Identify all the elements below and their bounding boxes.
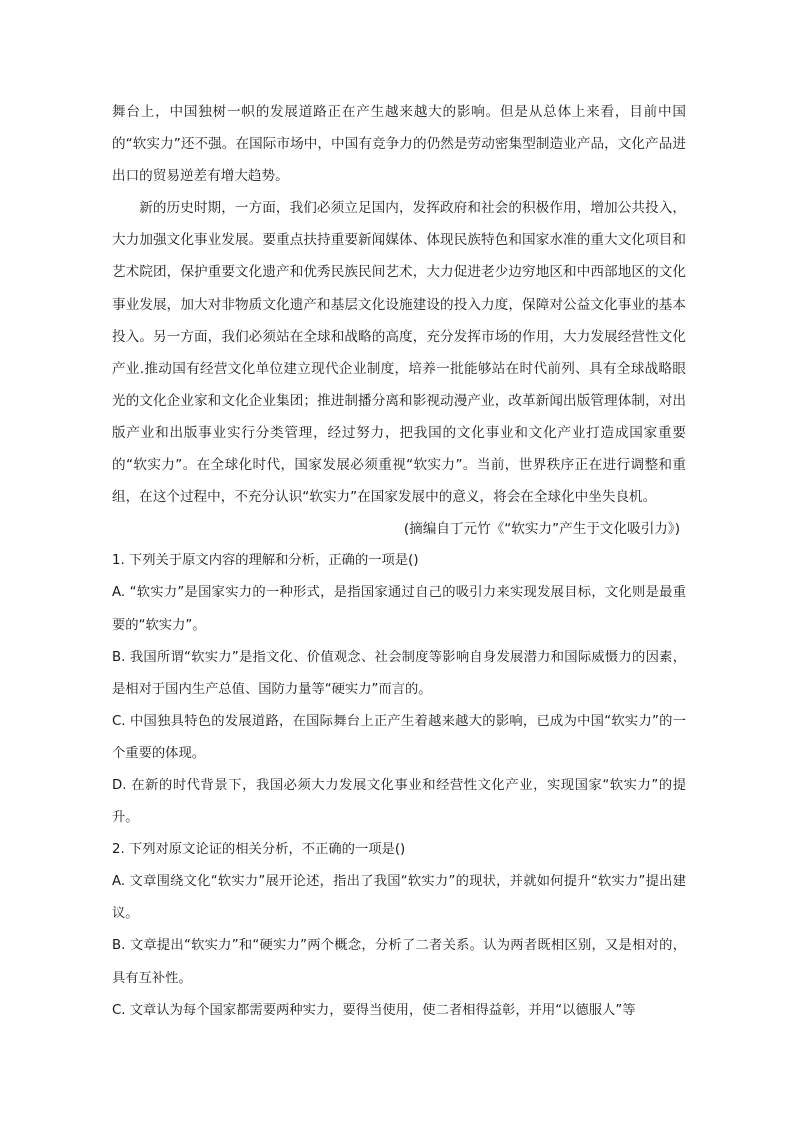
question-1-option-a: A. “软实力”是国家实力的一种形式，是指国家通过自己的吸引力来实现发展目标，文化则是最重要的“软实力”。 [112,585,686,633]
passage-paragraph-2: 新的历史时期，一方面，我们必须立足国内，发挥政府和社会的积极作用，增加公共投入，大力加强文化事业发展。要重点扶持重要新闻媒体、体现民族特色和国家水准的重大文化项目和艺术院团，保护重要文化遗产和优秀民族民间艺术，大力促进老少边穷地区和中西部地区的文化事业发展，加大对非物质文化遗产和基层文化设施建设的投入力度，保障对公益文化事业的基本投入。另一方面，我们必须站在全球和战略的高度，充分发挥市场的作用，大力发展经营性文化产业.推动国有经营文化单位建立现代企业制度，培养一批能够站在时代前列、具有全球战略眼光的文化企业家和文化企业集团；推进制播分离和影视动漫产业，改革新闻出版管理体制，对出版产业和出版事业实行分类管理，经过努力，把我国的文化事业和文化产业打造成国家重要的“软实力”。在全球化时代，国家发展必须重视“软实力”。当前，世界秩序正在进行调整和重组，在这个过程中，不充分认识“软实力”在国家发展中的意义，将会在全球化中坐失良机。 [112,200,686,506]
document-page [112,96,686,1027]
question-2-option-b: B. 文章提出“软实力”和“硬实力”两个概念，分析了二者关系。认为两者既相区别，又是相对的，具有互补性。 [112,938,686,986]
passage-paragraph-1: 舞台上，中国独树一帜的发展道路正在产生越来越大的影响。但是从总体上来看，目前中国的“软实力”还不强。在国际市场中，中国有竞争力的仍然是劳动密集型制造业产品，文化产品进出口的贸易逆差有增大趋势。 [112,104,686,185]
question-2-option-c: C. 文章认为每个国家都需要两种实力，要得当使用，使二者相得益彰，并用“以德服人”等 [112,1002,636,1018]
passage-source: (摘编自丁元竹《“软实力”产生于文化吸引力》) [403,521,680,538]
question-2-option-a: A. 文章围绕文化“软实力”展开论述，指出了我国“软实力”的现状，并就如何提升“软实力”提出建议。 [112,874,686,922]
question-1-stem: 1. 下列关于原文内容的理解和分析，正确的一项是() [112,553,419,569]
question-1-option-d: D. 在新的时代背景下，我国必须大力发展文化事业和经营性文化产业，实现国家“软实力”的提升。 [112,777,686,826]
question-1-option-b: B. 我国所谓“软实力”是指文化、价值观念、社会制度等影响自身发展潜力和国际威慑力的因素，是相对于国内生产总值、国防力量等“硬实力”而言的。 [112,649,686,697]
question-1-option-c: C. 中国独具特色的发展道路，在国际舞台上正产生着越来越大的影响，已成为中国“软实力”的一个重要的体现。 [112,713,686,761]
question-2-stem: 2. 下列对原文论证的相关分析，不正确的一项是() [112,842,406,858]
